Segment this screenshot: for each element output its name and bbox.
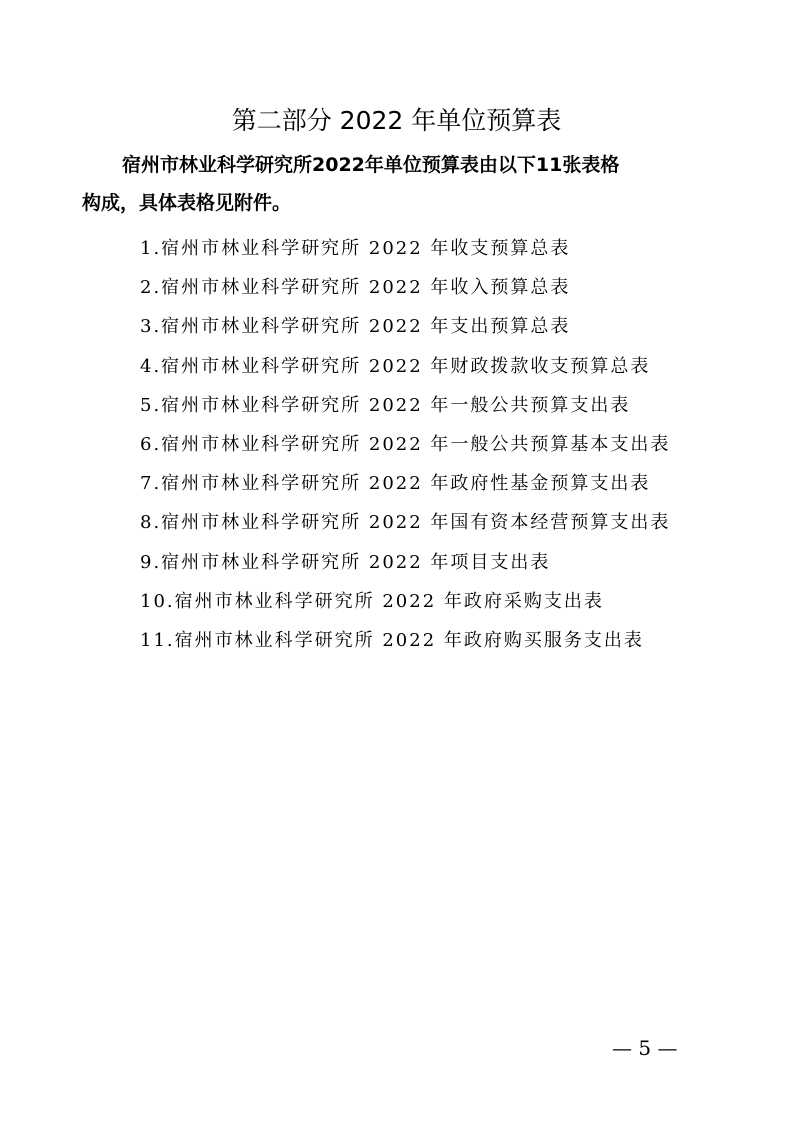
list-item: 11.宿州市林业科学研究所 2022 年政府购买服务支出表 [140, 630, 644, 652]
list-item: 1.宿州市林业科学研究所 2022 年收支预算总表 [140, 238, 571, 259]
list-item: 6.宿州市林业科学研究所 2022 年一般公共预算基本支出表 [140, 434, 671, 456]
list-item: 7.宿州市林业科学研究所 2022 年政府性基金预算支出表 [140, 473, 651, 495]
section-title: 第二部分 2022 年单位预算表 [231, 106, 562, 135]
list-item: 9.宿州市林业科学研究所 2022 年项目支出表 [140, 551, 551, 573]
intro-paragraph [82, 146, 702, 222]
list-item: 4.宿州市林业科学研究所 2022 年财政拨款收支预算总表 [140, 355, 651, 377]
table-list [140, 229, 670, 660]
list-item: 5.宿州市林业科学研究所 2022 年一般公共预算支出表 [140, 394, 631, 416]
page-number: — 5 — [612, 1036, 678, 1060]
list-item: 10.宿州市林业科学研究所 2022 年政府采购支出表 [140, 590, 604, 612]
list-item: 2.宿州市林业科学研究所 2022 年收入预算总表 [140, 277, 571, 299]
intro-line-1: 宿州市林业科学研究所2022年单位预算表由以下11张表格 [122, 154, 620, 176]
list-item: 3.宿州市林业科学研究所 2022 年支出预算总表 [140, 316, 571, 338]
list-item: 8.宿州市林业科学研究所 2022 年国有资本经营预算支出表 [140, 512, 671, 534]
intro-line-2: 构成，具体表格见附件。 [82, 192, 292, 214]
